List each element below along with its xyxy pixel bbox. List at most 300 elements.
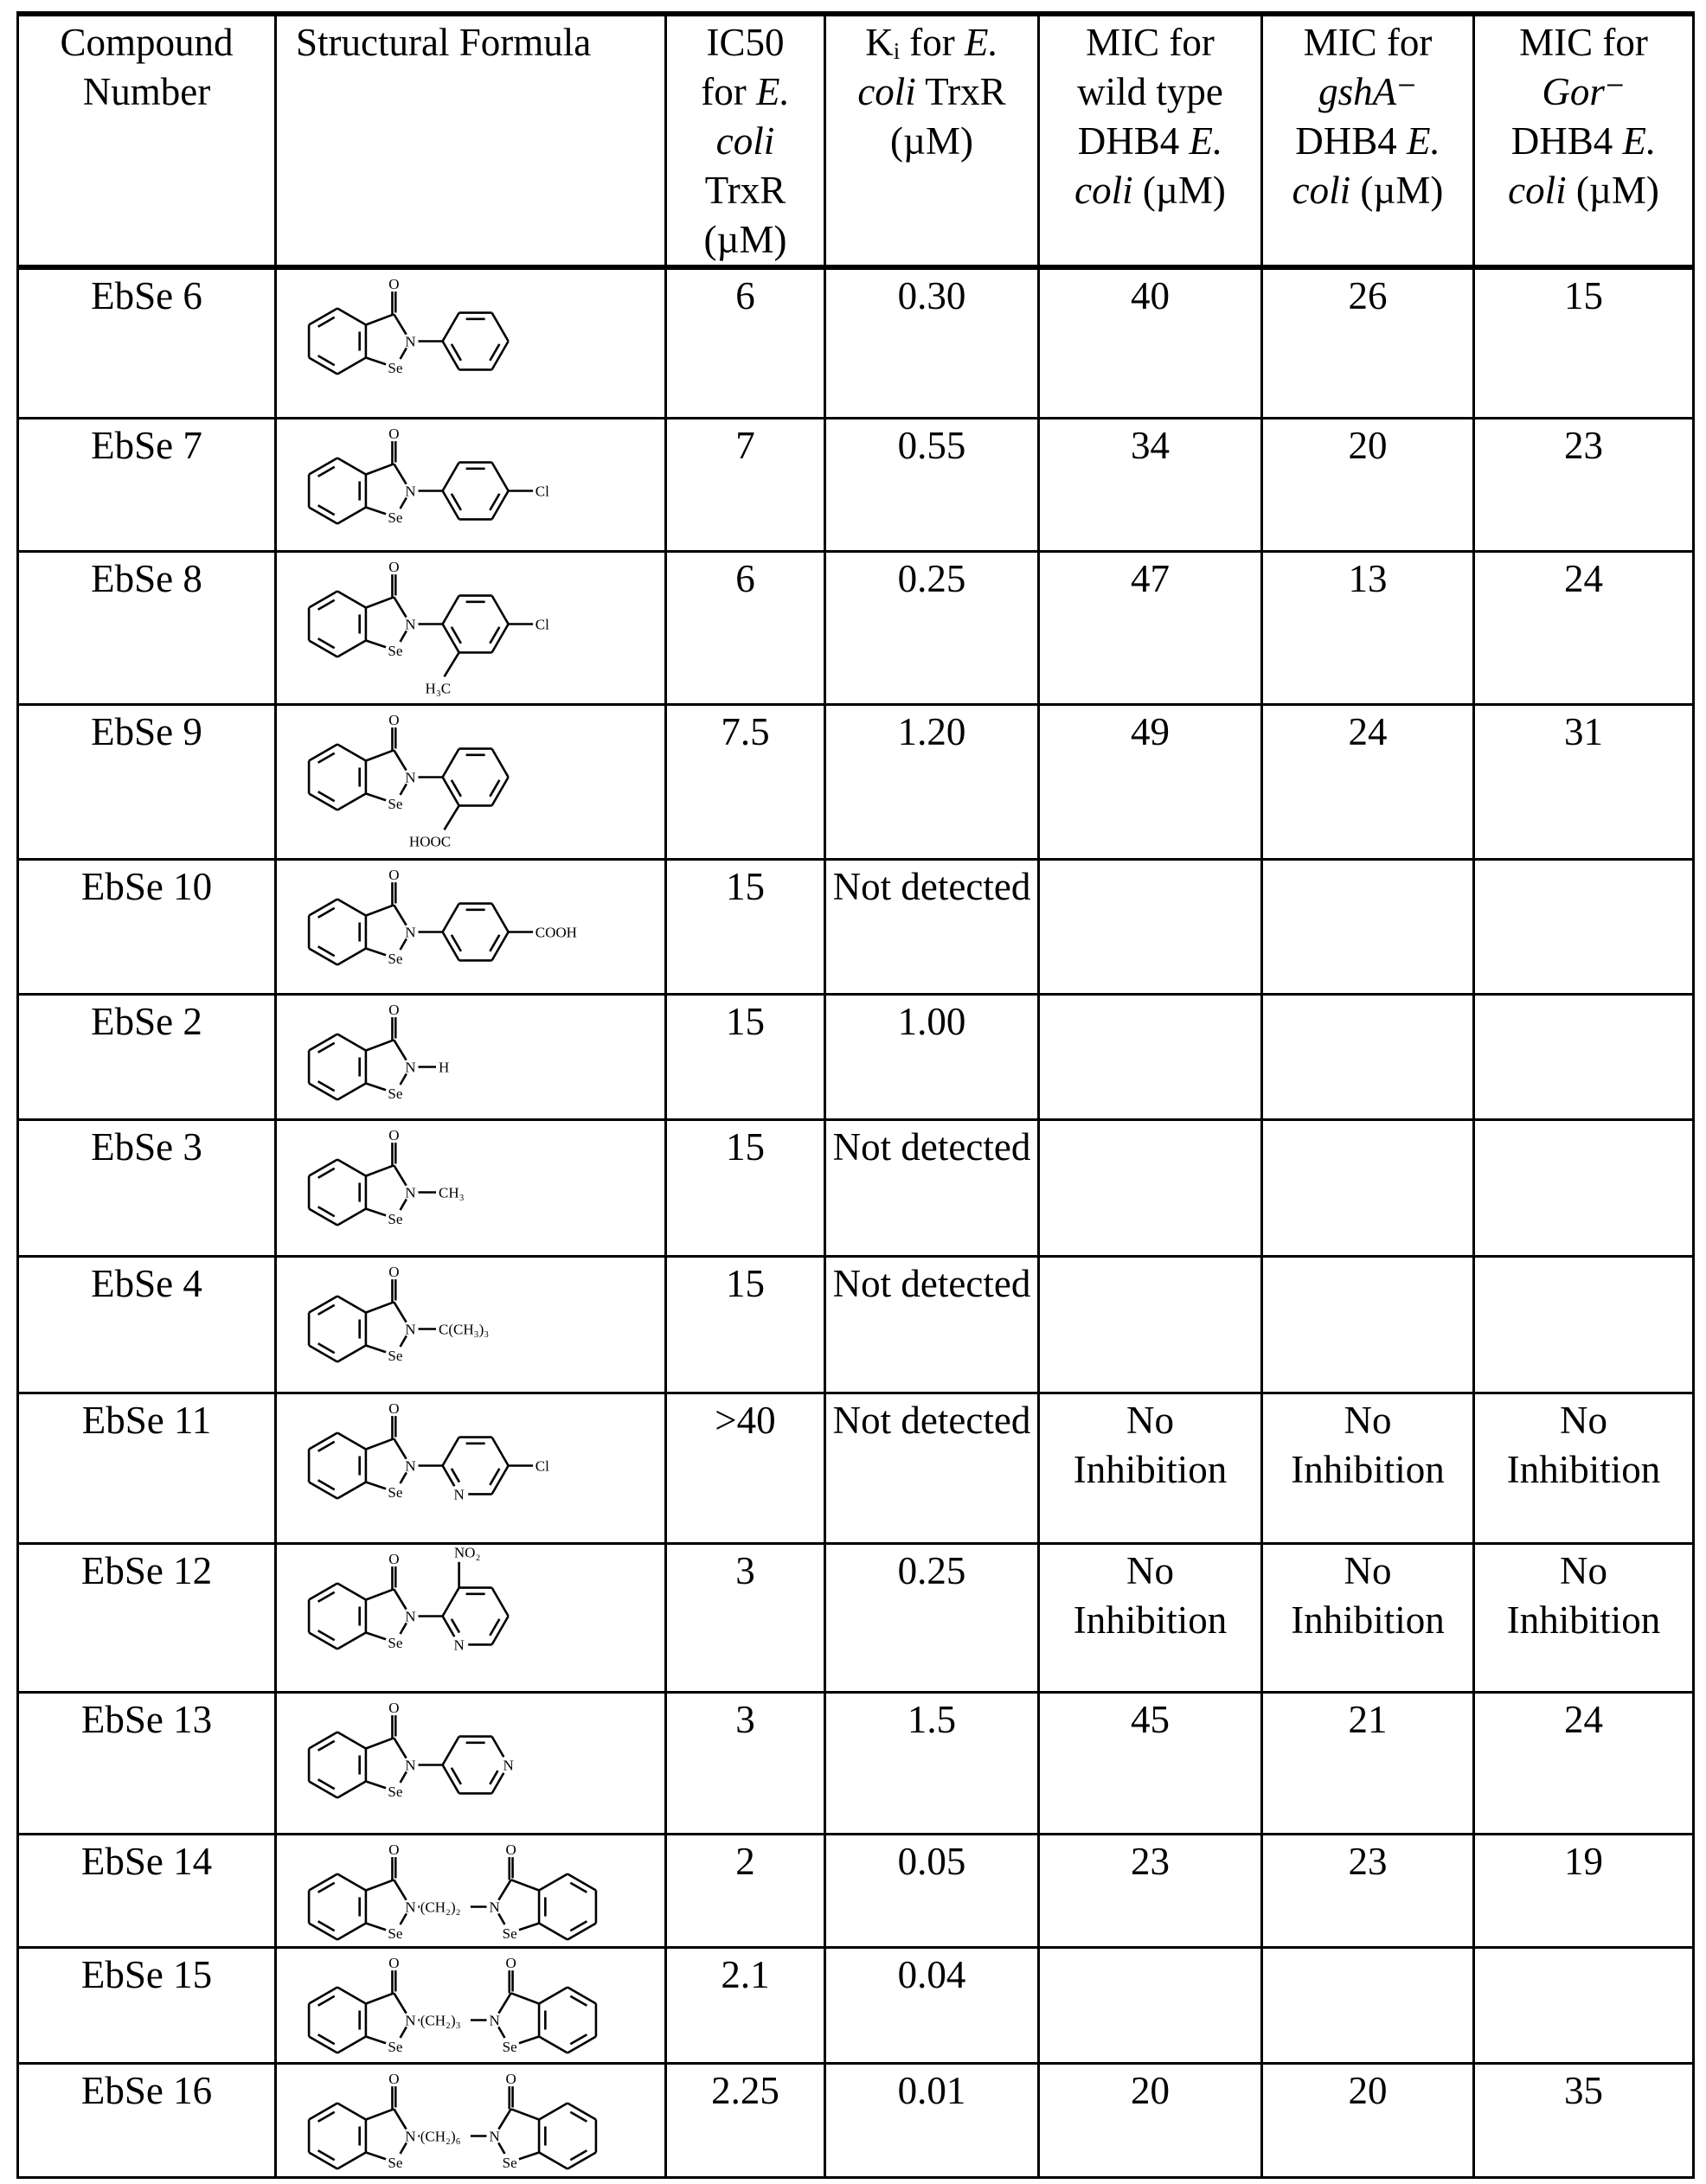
bond-line	[443, 342, 459, 370]
mic-wild-type-cell	[1039, 1256, 1262, 1393]
table-row	[18, 2063, 1694, 2177]
linker-label: (CH₂)₃	[420, 2012, 461, 2028]
header-ki	[825, 14, 1039, 267]
table-row	[18, 1543, 1694, 1692]
mic-wild-type-cell: 40	[1039, 267, 1262, 418]
bond-line	[309, 1583, 337, 1599]
atom-label: Se	[388, 509, 402, 525]
atom-label: Se	[388, 1925, 402, 1941]
compound-number-cell: EbSe 4	[18, 1256, 276, 1393]
bond-line	[309, 2103, 337, 2119]
atom-label: N	[405, 1899, 415, 1915]
atom-label: Se	[503, 2038, 517, 2054]
atom-label: O	[388, 426, 399, 442]
atom-label: N	[405, 1457, 415, 1474]
bond-line	[366, 1083, 386, 1090]
bond-line	[492, 624, 509, 652]
mic-wild-type-cell: 45	[1039, 1692, 1262, 1834]
ring-nitrogen-label: N	[453, 1636, 464, 1653]
bond-line	[309, 640, 337, 656]
structural-formula-cell	[276, 1692, 666, 1834]
structure-diagram	[277, 1949, 666, 2061]
ki-cell: Not detected	[825, 1256, 1039, 1393]
bond-line	[337, 1923, 366, 1939]
atom-label: N	[405, 1608, 415, 1624]
header-line	[1045, 166, 1255, 215]
ring-nitrogen-label: N	[503, 1757, 513, 1773]
atom-label: O	[388, 2071, 399, 2087]
bond-line	[337, 2152, 366, 2168]
mic-gsha-cell	[1262, 859, 1474, 994]
table-row	[18, 418, 1694, 551]
header-text: DHB4	[1078, 119, 1190, 163]
mic-gor-cell: No Inhibition	[1474, 1393, 1694, 1543]
ki-cell: Not detected	[825, 859, 1039, 994]
bond-line	[366, 1738, 394, 1748]
bond-line	[498, 1993, 510, 2013]
bond-line	[443, 1437, 459, 1465]
linker-label: (CH₂)₂	[420, 1899, 461, 1915]
bond-line	[309, 358, 337, 375]
table-row	[18, 1119, 1694, 1256]
atom-label: N	[405, 924, 415, 940]
header-text: E.	[965, 21, 998, 64]
ic50-cell: >40	[666, 1393, 825, 1543]
ic50-cell: 3	[666, 1543, 825, 1692]
structural-formula-cell	[276, 418, 666, 551]
table-row	[18, 551, 1694, 704]
header-line	[1268, 67, 1467, 117]
atom-label: N	[405, 616, 415, 632]
mic-gor-cell: 23	[1474, 418, 1694, 551]
ic50-cell: 6	[666, 267, 825, 418]
bond-line	[443, 932, 459, 960]
substituent-label: CH₃	[439, 1184, 465, 1201]
bond-line	[452, 1618, 459, 1632]
atom-label: Se	[388, 950, 402, 966]
atom-label: Se	[388, 795, 402, 811]
atom-label: Se	[388, 1085, 402, 1101]
bond-line	[492, 313, 509, 342]
mic-gsha-cell: 20	[1262, 418, 1474, 551]
bond-line	[490, 1771, 497, 1784]
header-line	[672, 117, 818, 166]
bond-line	[492, 748, 509, 777]
atom-label: N	[405, 483, 415, 499]
atom-label: O	[388, 1002, 399, 1018]
bond-line	[337, 1432, 366, 1449]
header-text: Number	[83, 70, 210, 113]
bond-line	[445, 805, 459, 829]
bond-line	[309, 899, 337, 915]
bond-line	[337, 1208, 366, 1225]
compound-number-cell: EbSe 14	[18, 1834, 276, 1947]
bond-line	[366, 1589, 394, 1599]
compound-number-cell: EbSe 9	[18, 704, 276, 859]
atom-label: Se	[388, 1483, 402, 1500]
mic-gsha-cell: No Inhibition	[1262, 1393, 1474, 1543]
header-text: Kᵢ for	[865, 21, 965, 64]
bond-line	[337, 744, 366, 760]
bond-line	[337, 2036, 366, 2053]
mic-gor-cell: No Inhibition	[1474, 1543, 1694, 1692]
bond-line	[309, 1482, 337, 1498]
compound-number-cell: EbSe 16	[18, 2063, 276, 2177]
bond-line	[443, 313, 459, 342]
structure-diagram	[277, 1835, 666, 1945]
atom-label: O	[505, 1841, 516, 1858]
bond-line	[492, 1587, 509, 1616]
header-line	[831, 18, 1032, 67]
header-compound-number	[18, 14, 276, 267]
header-structural-formula	[276, 14, 666, 267]
compound-number-cell: EbSe 2	[18, 994, 276, 1119]
substituent-label: Cl	[536, 1457, 549, 1474]
bond-line	[443, 462, 459, 490]
bond-line	[337, 507, 366, 523]
bond-line	[337, 1482, 366, 1498]
ki-cell: 0.25	[825, 551, 1039, 704]
mic-gsha-cell: No Inhibition	[1262, 1543, 1474, 1692]
header-line	[24, 18, 269, 67]
mic-wild-type-cell: No Inhibition	[1039, 1393, 1262, 1543]
structural-formula-cell	[276, 1947, 666, 2063]
header-text: coli	[1292, 169, 1350, 212]
header-text: (µM)	[704, 218, 787, 261]
mic-gor-cell: 24	[1474, 551, 1694, 704]
bond-line	[366, 2036, 386, 2043]
table-body	[18, 267, 1694, 2177]
ki-cell: 0.30	[825, 267, 1039, 418]
header-text: Structural Formula	[296, 21, 591, 64]
compound-number-cell: EbSe 8	[18, 551, 276, 704]
bond-line	[337, 1583, 366, 1599]
header-text: (µM)	[1567, 169, 1659, 212]
bond-line	[511, 2109, 539, 2119]
structure-diagram	[277, 270, 666, 417]
bond-line	[366, 1993, 394, 2003]
compound-number-cell: EbSe 13	[18, 1692, 276, 1834]
ki-cell: Not detected	[825, 1119, 1039, 1256]
compound-table	[16, 11, 1695, 2179]
bond-line	[337, 1873, 366, 1890]
atom-label: Se	[388, 360, 402, 376]
structural-formula-cell	[276, 994, 666, 1119]
mic-gor-cell: 15	[1474, 267, 1694, 418]
mic-gor-cell	[1474, 1119, 1694, 1256]
bond-line	[337, 358, 366, 375]
structure-diagram	[277, 861, 666, 992]
atom-label: N	[489, 2012, 499, 2028]
bond-line	[337, 1632, 366, 1649]
ki-cell: 0.55	[825, 418, 1039, 551]
bond-line	[394, 1302, 406, 1322]
structural-formula-cell	[276, 1543, 666, 1692]
bond-line	[568, 2152, 596, 2168]
atom-label: N	[405, 1059, 415, 1075]
bond-line	[366, 314, 394, 324]
bond-line	[539, 2103, 568, 2119]
atom-label: Se	[388, 1634, 402, 1650]
compound-number-cell: EbSe 7	[18, 418, 276, 551]
header-text: coli	[857, 70, 915, 113]
mic-gsha-cell	[1262, 1119, 1474, 1256]
atom-label: Se	[503, 2154, 517, 2170]
ic50-cell: 6	[666, 551, 825, 704]
mic-wild-type-cell	[1039, 994, 1262, 1119]
bond-line	[539, 1987, 568, 2003]
atom-label: N	[489, 2128, 499, 2144]
atom-label: O	[388, 1551, 399, 1567]
substituent-label: Cl	[536, 483, 549, 499]
ic50-cell: 2.25	[666, 2063, 825, 2177]
bond-line	[309, 309, 337, 325]
bond-line	[443, 490, 459, 519]
atom-label: O	[388, 559, 399, 575]
mic-gor-cell: 31	[1474, 704, 1694, 859]
table-row	[18, 1692, 1694, 1834]
table-row	[18, 859, 1694, 994]
bond-line	[394, 1993, 406, 2013]
bond-line	[492, 932, 509, 960]
header-text: TrxR	[916, 70, 1006, 113]
substituent-label: C(CH₃)₃	[439, 1321, 489, 1337]
header-text: coli	[716, 119, 774, 163]
table-row	[18, 704, 1694, 859]
atom-label: N	[405, 1184, 415, 1201]
bond-line	[366, 1482, 386, 1489]
ic50-cell: 15	[666, 1119, 825, 1256]
atom-label: Se	[388, 2038, 402, 2054]
header-text: DHB4	[1511, 119, 1623, 163]
substituent-label: NO₂	[454, 1545, 480, 1560]
table-row	[18, 1834, 1694, 1947]
header-text: DHB4	[1295, 119, 1407, 163]
bond-line	[337, 948, 366, 964]
structural-formula-cell	[276, 1256, 666, 1393]
bond-line	[337, 1083, 366, 1099]
structure-diagram	[277, 1545, 666, 1690]
bond-line	[443, 903, 459, 932]
atom-label: N	[405, 334, 415, 350]
bond-line	[337, 793, 366, 810]
structure-diagram	[277, 1121, 666, 1254]
bond-line	[394, 1165, 406, 1185]
compound-number-cell: EbSe 11	[18, 1393, 276, 1543]
ki-cell: 0.25	[825, 1543, 1039, 1692]
structure-diagram	[277, 706, 666, 857]
table-row	[18, 267, 1694, 418]
bond-line	[309, 1159, 337, 1175]
bond-line	[366, 2109, 394, 2119]
mic-gsha-cell: 23	[1262, 1834, 1474, 1947]
structural-formula-cell	[276, 551, 666, 704]
header-text: MIC for	[1304, 21, 1433, 64]
substituent-label: H₃C	[426, 680, 452, 696]
atom-label: Se	[388, 642, 402, 658]
bond-line	[443, 748, 459, 777]
bond-line	[366, 1438, 394, 1449]
substituent-label: COOH	[536, 924, 577, 940]
atom-label: N	[405, 2128, 415, 2144]
bond-line	[309, 1296, 337, 1312]
bond-line	[309, 591, 337, 607]
table-row	[18, 994, 1694, 1119]
bond-line	[337, 458, 366, 474]
mic-gor-cell: 19	[1474, 1834, 1694, 1947]
bond-line	[366, 1632, 386, 1639]
atom-label: O	[388, 1700, 399, 1716]
bond-line	[366, 1345, 386, 1352]
header-text: coli	[1508, 169, 1566, 212]
mic-gor-cell	[1474, 1256, 1694, 1393]
header-text: (µM)	[890, 119, 973, 163]
header-text: E.	[756, 70, 790, 113]
bond-line	[394, 2109, 406, 2129]
atom-label: Se	[388, 1210, 402, 1226]
bond-line	[309, 1923, 337, 1939]
bond-line	[366, 1040, 394, 1050]
mic-wild-type-cell	[1039, 859, 1262, 994]
structure-diagram	[277, 1694, 666, 1832]
bond-line	[366, 905, 394, 915]
substituent-label: Cl	[536, 616, 549, 632]
mic-wild-type-cell: 47	[1039, 551, 1262, 704]
mic-gor-cell	[1474, 859, 1694, 994]
header-text: E.	[1407, 119, 1440, 163]
mic-wild-type-cell: 49	[1039, 704, 1262, 859]
bond-line	[337, 591, 366, 607]
header-text: E.	[1190, 119, 1223, 163]
mic-gor-cell: 35	[1474, 2063, 1694, 2177]
bond-line	[519, 2152, 539, 2159]
bond-line	[366, 464, 394, 474]
structure-diagram	[277, 1258, 666, 1391]
linker-label: (CH₂)₆	[420, 2128, 461, 2144]
header-mic-gor	[1474, 14, 1694, 267]
structural-formula-cell	[276, 2063, 666, 2177]
compound-number-cell: EbSe 12	[18, 1543, 276, 1692]
mic-wild-type-cell: 23	[1039, 1834, 1262, 1947]
bond-line	[337, 1296, 366, 1312]
bond-line	[492, 342, 509, 370]
bond-line	[309, 2152, 337, 2168]
bond-line	[309, 1345, 337, 1361]
table-row	[18, 1947, 1694, 2063]
ki-cell: 1.5	[825, 1692, 1039, 1834]
structural-formula-cell	[276, 1834, 666, 1947]
bond-line	[337, 1034, 366, 1050]
bond-line	[337, 1987, 366, 2003]
header-text: MIC for	[1086, 21, 1215, 64]
header-line	[1480, 117, 1687, 166]
bond-line	[511, 1880, 539, 1890]
ic50-cell: 7.5	[666, 704, 825, 859]
bond-line	[366, 1165, 394, 1175]
bond-line	[309, 1208, 337, 1225]
bond-line	[366, 640, 386, 647]
header-mic-gsha	[1262, 14, 1474, 267]
header-line	[1268, 166, 1467, 215]
bond-line	[539, 1873, 568, 1890]
bond-line	[309, 1632, 337, 1649]
bond-line	[337, 899, 366, 915]
mic-gor-cell	[1474, 994, 1694, 1119]
atom-label: O	[505, 2071, 516, 2087]
bond-line	[443, 624, 459, 652]
bond-line	[394, 464, 406, 484]
atom-label: O	[388, 1841, 399, 1858]
bond-line	[519, 1923, 539, 1930]
bond-line	[492, 595, 509, 624]
bond-line	[337, 2103, 366, 2119]
atom-label: N	[489, 1899, 499, 1915]
bond-line	[519, 2036, 539, 2043]
bond-line	[366, 1302, 394, 1312]
mic-gsha-cell: 21	[1262, 1692, 1474, 1834]
ki-cell: 1.20	[825, 704, 1039, 859]
header-line	[831, 117, 1032, 166]
bond-line	[309, 948, 337, 964]
bond-line	[492, 1736, 504, 1757]
bond-line	[568, 1923, 596, 1939]
ki-cell: 0.01	[825, 2063, 1039, 2177]
bond-line	[492, 1616, 509, 1644]
bond-line	[443, 777, 459, 805]
compound-number-cell: EbSe 15	[18, 1947, 276, 2063]
mic-wild-type-cell	[1039, 1119, 1262, 1256]
bond-line	[309, 1987, 337, 2003]
bond-line	[309, 507, 337, 523]
structure-diagram	[277, 1394, 666, 1541]
header-text: for	[701, 70, 756, 113]
bond-line	[394, 1438, 406, 1458]
atom-label: Se	[388, 1347, 402, 1363]
bond-line	[445, 652, 459, 676]
bond-line	[309, 793, 337, 810]
atom-label: Se	[388, 2154, 402, 2170]
atom-label: O	[388, 1264, 399, 1280]
header-text: IC50	[707, 21, 785, 64]
mic-gsha-cell: 24	[1262, 704, 1474, 859]
bond-line	[443, 1587, 459, 1616]
header-line	[24, 67, 269, 117]
atom-label: O	[388, 1955, 399, 1971]
mic-wild-type-cell: 34	[1039, 418, 1262, 551]
bond-line	[568, 2036, 596, 2053]
mic-wild-type-cell: 20	[1039, 2063, 1262, 2177]
bond-line	[452, 1468, 459, 1482]
mic-gsha-cell: 20	[1262, 2063, 1474, 2177]
bond-line	[309, 1083, 337, 1099]
bond-line	[309, 1873, 337, 1890]
header-line	[1480, 166, 1687, 215]
header-line	[672, 166, 818, 215]
mic-gsha-cell: 13	[1262, 551, 1474, 704]
bond-line	[539, 2036, 568, 2053]
header-line	[831, 67, 1032, 117]
mic-gsha-cell	[1262, 994, 1474, 1119]
bond-line	[366, 358, 386, 365]
bond-line	[394, 1880, 406, 1899]
bond-line	[492, 1437, 509, 1465]
bond-line	[309, 1732, 337, 1748]
bond-line	[366, 1781, 386, 1788]
atom-label: N	[405, 769, 415, 785]
bond-line	[394, 314, 406, 334]
header-line	[1045, 117, 1255, 166]
bond-line	[366, 597, 394, 607]
